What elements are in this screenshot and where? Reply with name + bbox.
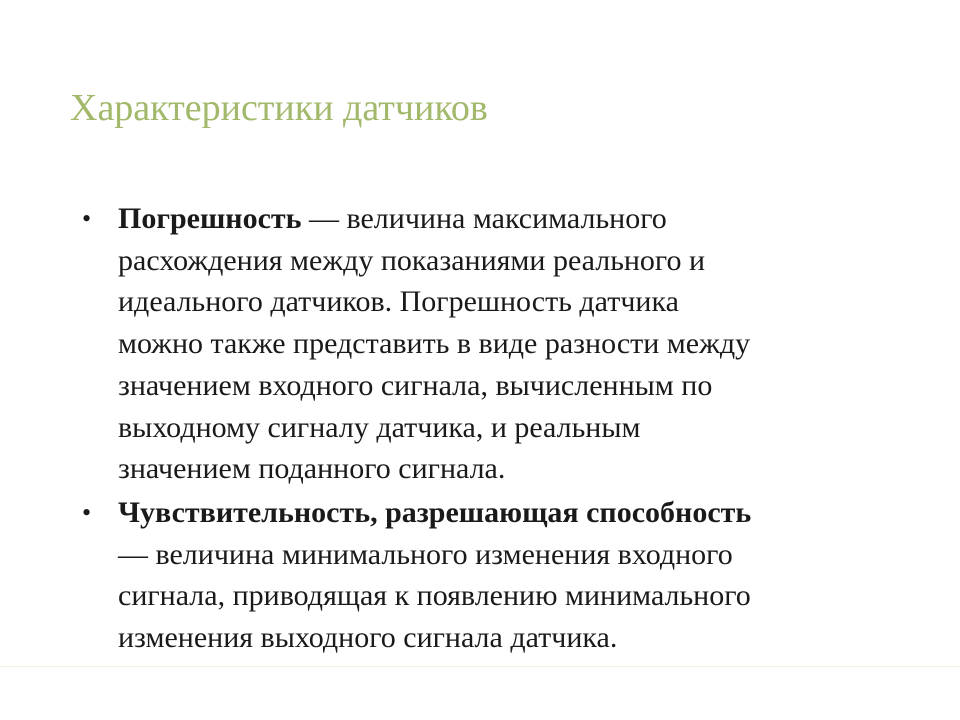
bullet-text: — величина максимального: [301, 202, 667, 235]
bullet-line: [118, 492, 922, 534]
footer-divider: [0, 666, 960, 667]
bullet-line: расхождения между показаниями реального и: [118, 243, 706, 277]
bullet-dot-icon: •: [82, 497, 92, 527]
bullet-list: [82, 198, 922, 659]
bullet-line: значением входного сигнала, вычисленным по: [118, 368, 713, 402]
bullet-term: Погрешность: [118, 202, 302, 235]
bullet-line: выходному сигналу датчика, и реальным: [118, 410, 641, 444]
bullet-line: [118, 198, 922, 240]
bullet-line: изменения выходного сигнала датчика.: [118, 621, 618, 655]
bullet-item-sensitivity: [82, 492, 922, 659]
bullet-line: сигнала, приводящая к появлению минимального: [118, 579, 751, 613]
slide-title: Характеристики датчиков: [70, 87, 488, 129]
bullet-line: идеального датчиков. Погрешность датчика: [118, 285, 679, 319]
bullet-item-error: [82, 198, 922, 490]
bullet-line: значением поданного сигнала.: [118, 452, 506, 486]
bullet-dot-icon: •: [82, 204, 92, 233]
bullet-line: — величина минимального изменения входного: [118, 537, 733, 571]
bullet-line: можно также представить в виде разности между: [118, 327, 751, 361]
bullet-term: Чувствительность, разрешающая способность: [118, 495, 752, 529]
